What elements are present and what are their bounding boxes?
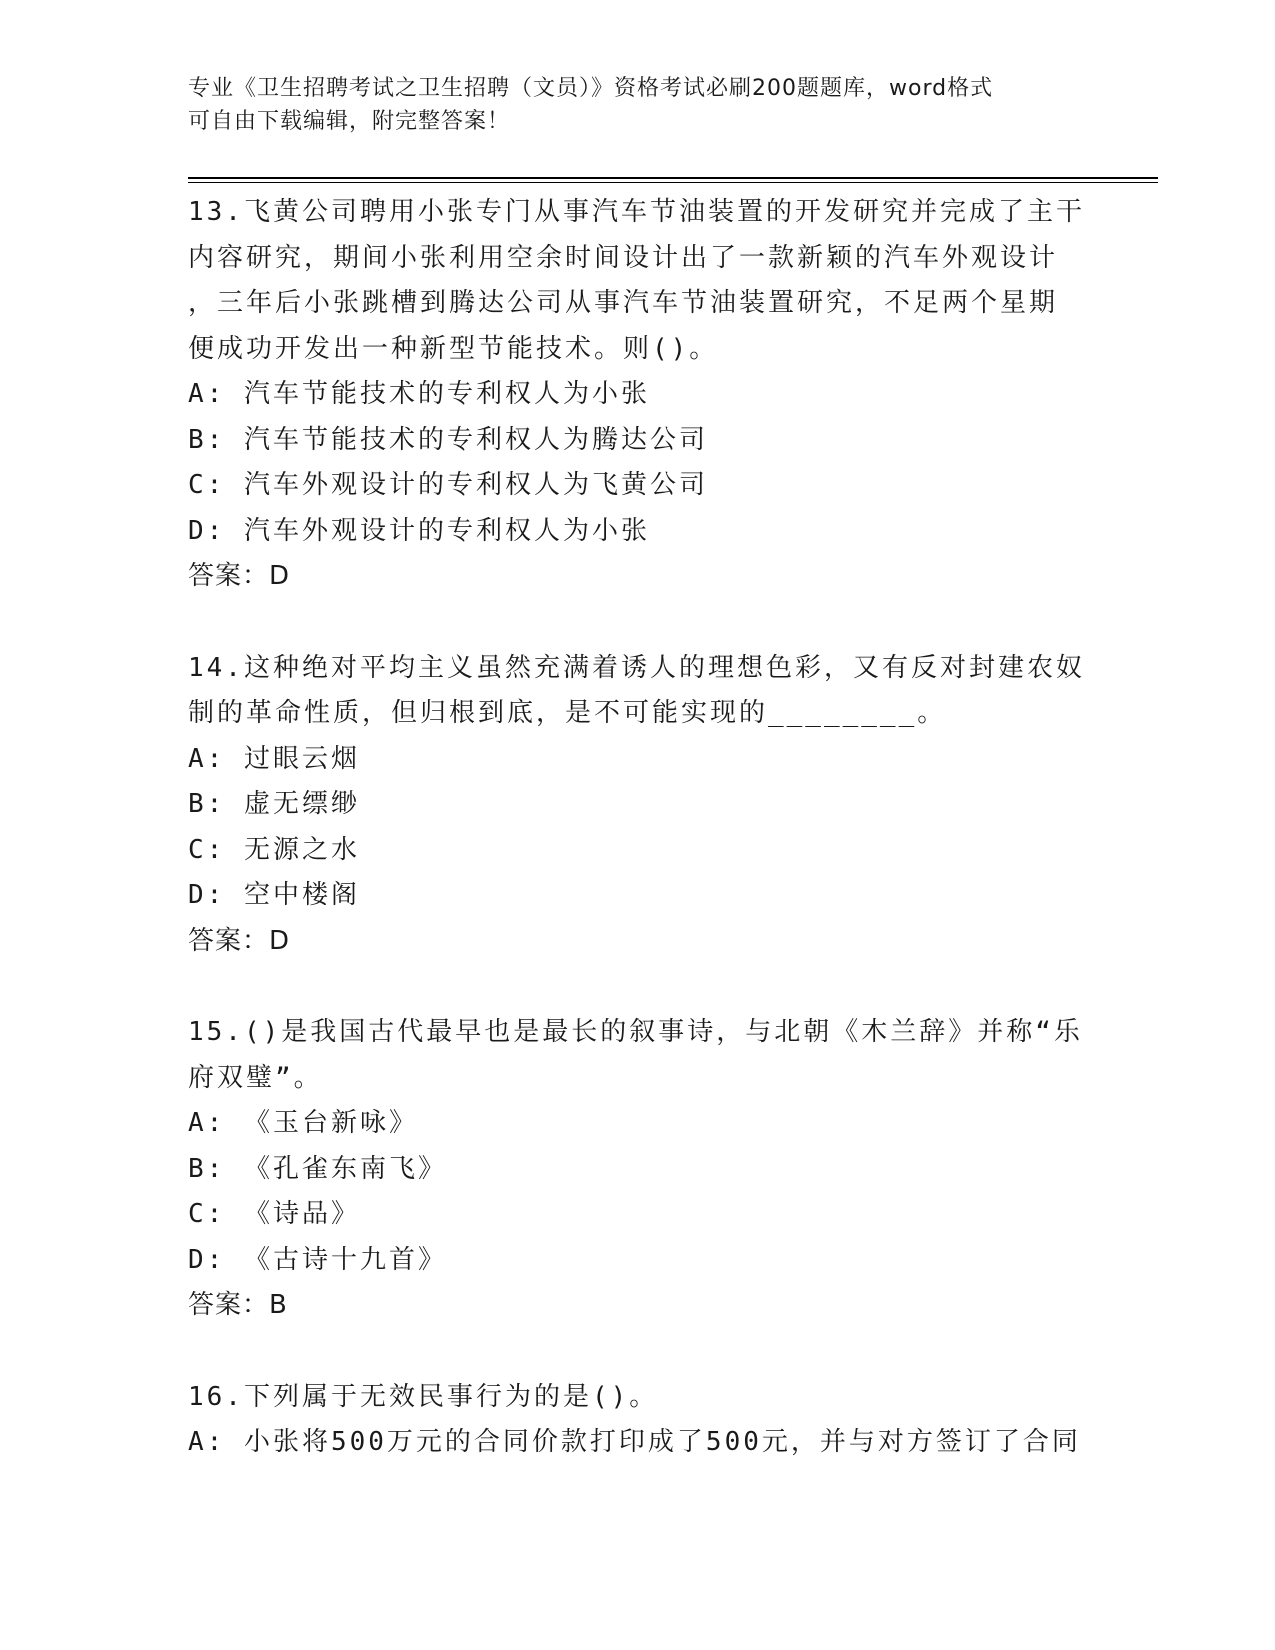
option-d: D: 空中楼阁 (188, 880, 360, 910)
option-a: A: 《玉台新咏》 (188, 1108, 418, 1138)
stem-line: 内容研究，期间小张利用空余时间设计出了一款新颖的汽车外观设计 (188, 242, 1059, 273)
document-header (188, 72, 1068, 138)
question-list (188, 190, 1088, 1512)
option-c: C: 《诗品》 (188, 1199, 360, 1229)
question-13 (188, 190, 1088, 600)
header-divider-thick (188, 177, 1158, 179)
option-b: B: 《孔雀东南飞》 (188, 1153, 447, 1184)
option-c: C: 无源之水 (188, 834, 360, 865)
question-15 (188, 1010, 1088, 1329)
header-line-2: 可自由下载编辑，附完整答案！ (188, 109, 511, 134)
header-divider-thin (188, 182, 1158, 183)
stem-line: 16.下列属于无效民事行为的是()。 (188, 1381, 659, 1412)
question-16 (188, 1375, 1088, 1466)
stem-line: 13.飞黄公司聘用小张专门从事汽车节油装置的开发研究并完成了主干 (188, 197, 1085, 227)
option-d: D: 《古诗十九首》 (188, 1244, 447, 1275)
stem-line: 制的革命性质，但归根到底，是不可能实现的________。 (188, 698, 947, 728)
stem-line: 便成功开发出一种新型节能技术。则()。 (188, 333, 719, 364)
question-stem (188, 1010, 1088, 1101)
question-14 (188, 646, 1088, 965)
stem-line: 府双璧”。 (188, 1062, 323, 1093)
question-stem (188, 646, 1088, 737)
option-a: A: 小张将500万元的合同价款打印成了500元，并与对方签订了合同 (188, 1427, 1081, 1457)
option-b: B: 虚无缥缈 (188, 789, 360, 819)
stem-line: 15.()是我国古代最早也是最长的叙事诗，与北朝《木兰辞》并称“乐 (188, 1017, 1083, 1047)
answer: 答案：D (188, 925, 291, 956)
stem-line: ，三年后小张跳槽到腾达公司从事汽车节油装置研究，不足两个星期 (188, 288, 1059, 318)
question-stem (188, 190, 1088, 372)
option-d: D: 汽车外观设计的专利权人为小张 (188, 515, 650, 546)
option-c: C: 汽车外观设计的专利权人为飞黄公司 (188, 470, 708, 500)
answer: 答案：D (188, 561, 291, 591)
option-b: B: 汽车节能技术的专利权人为腾达公司 (188, 424, 708, 455)
stem-line: 14.这种绝对平均主义虽然充满着诱人的理想色彩，又有反对封建农奴 (188, 652, 1085, 683)
option-a: A: 过眼云烟 (188, 743, 360, 774)
question-stem (188, 1375, 1088, 1421)
header-line-1: 专业《卫生招聘考试之卫生招聘（文员）》资格考试必刷200题题库，word格式 (188, 76, 994, 101)
answer: 答案：B (188, 1290, 288, 1320)
option-a: A: 汽车节能技术的专利权人为小张 (188, 379, 650, 409)
